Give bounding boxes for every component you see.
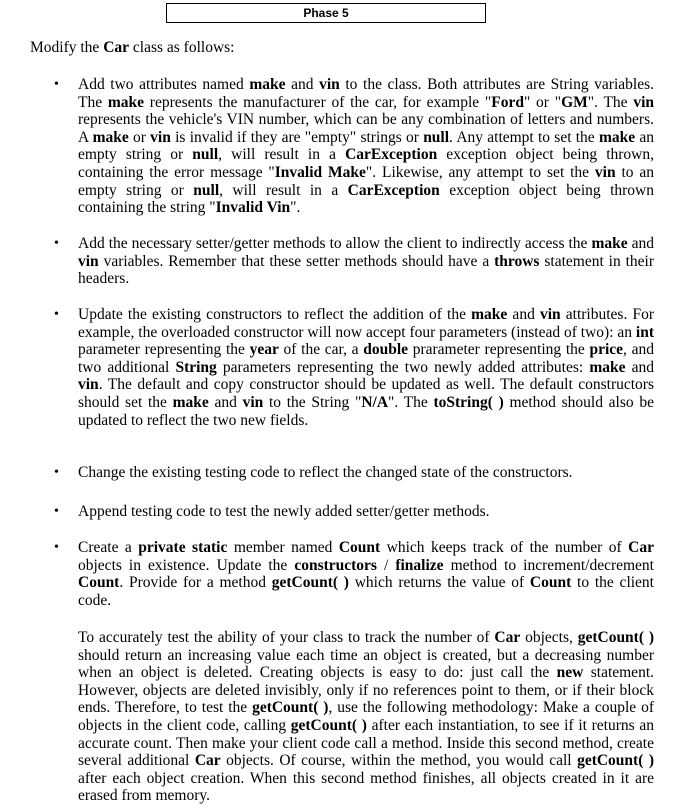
text-run: objects,: [520, 629, 578, 646]
text-run: represents the manufacturer of the car, for example ": [144, 93, 492, 111]
bold-text: Ford: [491, 93, 524, 111]
bold-text: getCount( ): [290, 716, 367, 734]
text-run: or: [128, 128, 151, 146]
bullet-icon: •: [54, 540, 59, 555]
bullet-icon: •: [54, 307, 59, 322]
text-run: To accurately test the ability of your class to track the number of: [78, 629, 495, 646]
bold-text: CarException: [345, 146, 438, 164]
bold-text: Car: [494, 629, 521, 646]
bold-text: vin: [78, 252, 99, 270]
text-run: and: [208, 393, 243, 411]
bold-text: vin: [150, 128, 171, 146]
bold-text: getCount( ): [577, 629, 654, 646]
text-run: , will result in a: [218, 146, 346, 164]
text-run: , will result in a: [219, 181, 348, 199]
text-run: parameters representing the two newly added attributes:: [216, 358, 590, 376]
bold-text: Car: [194, 752, 221, 770]
text-run: ". The: [587, 93, 634, 111]
list-item: [54, 464, 654, 482]
text-run: and: [285, 76, 320, 93]
text-run: to an empty string or: [78, 163, 655, 199]
bullet-icon: •: [54, 504, 59, 519]
list-item: [54, 76, 655, 217]
text-run: and: [507, 306, 540, 323]
bold-text: getCount( ): [271, 574, 349, 592]
bold-text: vin: [242, 393, 264, 411]
text-run: prarameter representing the: [408, 341, 590, 359]
text-run: attributes. For example, the overloaded constructor will now accept four parameters (instead of two): an: [78, 306, 654, 341]
text-run: statement in their headers.: [78, 252, 655, 288]
text-run: an empty string or: [78, 128, 654, 164]
bold-text: Count: [338, 539, 381, 556]
bold-text: price: [589, 341, 624, 359]
bold-text: getCount( ): [577, 752, 654, 770]
bold-text: make: [598, 128, 636, 146]
bullet-icon: •: [54, 465, 59, 480]
bold-text: null: [192, 146, 219, 164]
text-run: parameter representing the: [78, 341, 250, 359]
bold-text: make: [589, 358, 626, 376]
bold-text: Invalid Vin: [215, 199, 291, 217]
text-run: /: [376, 556, 396, 574]
text-run: ".: [290, 199, 301, 217]
bold-text: N/A: [361, 393, 389, 411]
text-run: and: [625, 358, 654, 376]
text-run: Change the existing testing code to reflect the changed state of the constructors.: [78, 464, 573, 481]
text-run: Add the necessary setter/getter methods to allow the client to indirectly access the: [78, 235, 592, 252]
bold-text: GM: [561, 93, 588, 111]
text-run: after each instantiation, to see if it returns an accurate count. Then make your client code call a method. Inside this second method, create several additional: [78, 716, 654, 770]
text-run: which returns the value of: [348, 574, 530, 592]
bold-text: make: [249, 76, 286, 93]
text-run: member named: [227, 539, 339, 556]
text-run: method to increment/decrement: [443, 556, 654, 574]
bold-text: double: [363, 341, 409, 359]
paragraph: [78, 629, 654, 805]
list-item: [54, 306, 654, 429]
bold-text: vin: [594, 163, 616, 181]
list-item: [54, 235, 655, 288]
intro-paragraph: [30, 39, 235, 57]
text-run: Create a: [78, 539, 139, 556]
text-run: to the String ": [263, 393, 362, 411]
list-item: [54, 503, 654, 521]
bold-text: make: [107, 93, 145, 111]
text-run: , and two additional: [78, 341, 654, 376]
bold-text: throws: [494, 252, 540, 270]
bold-text: constructors: [294, 556, 377, 574]
bold-text: getCount( ): [252, 699, 329, 717]
text-run: . The default and copy constructor should be updated as well. The default constructors should set the: [78, 376, 654, 411]
text-run: to the client code.: [78, 574, 654, 609]
text-run: , use the following methodology: Make a couple of objects in the client code, calling: [78, 699, 654, 734]
bold-text: null: [193, 181, 220, 199]
bold-text: vin: [78, 376, 99, 394]
text-run: is invalid if they are "empty" strings or: [170, 128, 424, 146]
bold-text: finalize: [395, 556, 444, 574]
text-run: class as follows:: [129, 39, 235, 56]
text-run: and: [627, 235, 654, 252]
bold-text: year: [249, 341, 279, 359]
text-run: after each object creation. When this second method finishes, all objects created in it are erased from memory.: [78, 769, 654, 805]
bold-text: make: [172, 393, 209, 411]
bold-text: int: [635, 323, 654, 341]
bold-text: Count: [529, 574, 572, 592]
text-run: Add two attributes named: [78, 76, 250, 93]
bold-text: make: [92, 128, 129, 146]
text-run: Update the existing constructors to reflect the addition of the: [78, 306, 472, 323]
bold-text: Car: [103, 39, 130, 56]
list-item: [54, 539, 654, 609]
bold-text: toString( ): [433, 393, 504, 411]
bold-text: Count: [78, 574, 120, 592]
bold-text: make: [591, 235, 628, 252]
text-run: exception object being thrown, containing the error message ": [78, 146, 654, 181]
text-run: variables. Remember that these setter methods should have a: [98, 252, 495, 270]
text-run: . Any attempt to set the: [449, 128, 599, 146]
text-run: objects in existence. Update the: [78, 556, 295, 574]
text-run: which keeps track of the number of: [380, 539, 629, 556]
text-run: should return an increasing value each time an object is created, but a decreasing number when an object is deleted. Creating objects is easy to do: just call the: [78, 646, 654, 682]
bold-text: make: [471, 306, 508, 323]
text-run: exception object being thrown containing the string ": [78, 181, 654, 217]
bullet-icon: •: [54, 77, 59, 92]
bold-text: new: [556, 664, 584, 682]
bold-text: String: [175, 358, 217, 376]
bold-text: null: [423, 128, 450, 146]
text-run: to the class. Both attributes are String variables. The: [78, 76, 654, 111]
text-run: Modify the: [30, 39, 104, 56]
bold-text: vin: [319, 76, 340, 93]
text-run: ". The: [388, 393, 434, 411]
text-run: method should also be updated to reflect the two new fields.: [78, 393, 654, 429]
bold-text: Invalid Make: [274, 163, 366, 181]
bold-text: private static: [138, 539, 228, 556]
bold-text: Car: [628, 539, 654, 556]
bullet-icon: •: [54, 236, 59, 251]
phase-title: Phase 5: [166, 3, 486, 23]
text-run: " or ": [523, 93, 562, 111]
text-run: . Provide for a method: [119, 574, 272, 592]
bold-text: CarException: [347, 181, 440, 199]
text-run: of the car, a: [278, 341, 364, 359]
text-run: represents the vehicle's VIN number, which can be any combination of letters and numbers. A: [78, 111, 654, 146]
text-run: objects. Of course, within the method, you would call: [220, 752, 578, 770]
text-run: ". Likewise, any attempt to set the: [365, 163, 595, 181]
text-run: Append testing code to test the newly added setter/getter methods.: [78, 503, 490, 520]
bold-text: vin: [633, 93, 655, 111]
text-run: statement. However, objects are deleted invisibly, only if no references point to them, or if their block ends. Therefore, to test the: [78, 664, 654, 717]
bold-text: vin: [539, 306, 561, 323]
